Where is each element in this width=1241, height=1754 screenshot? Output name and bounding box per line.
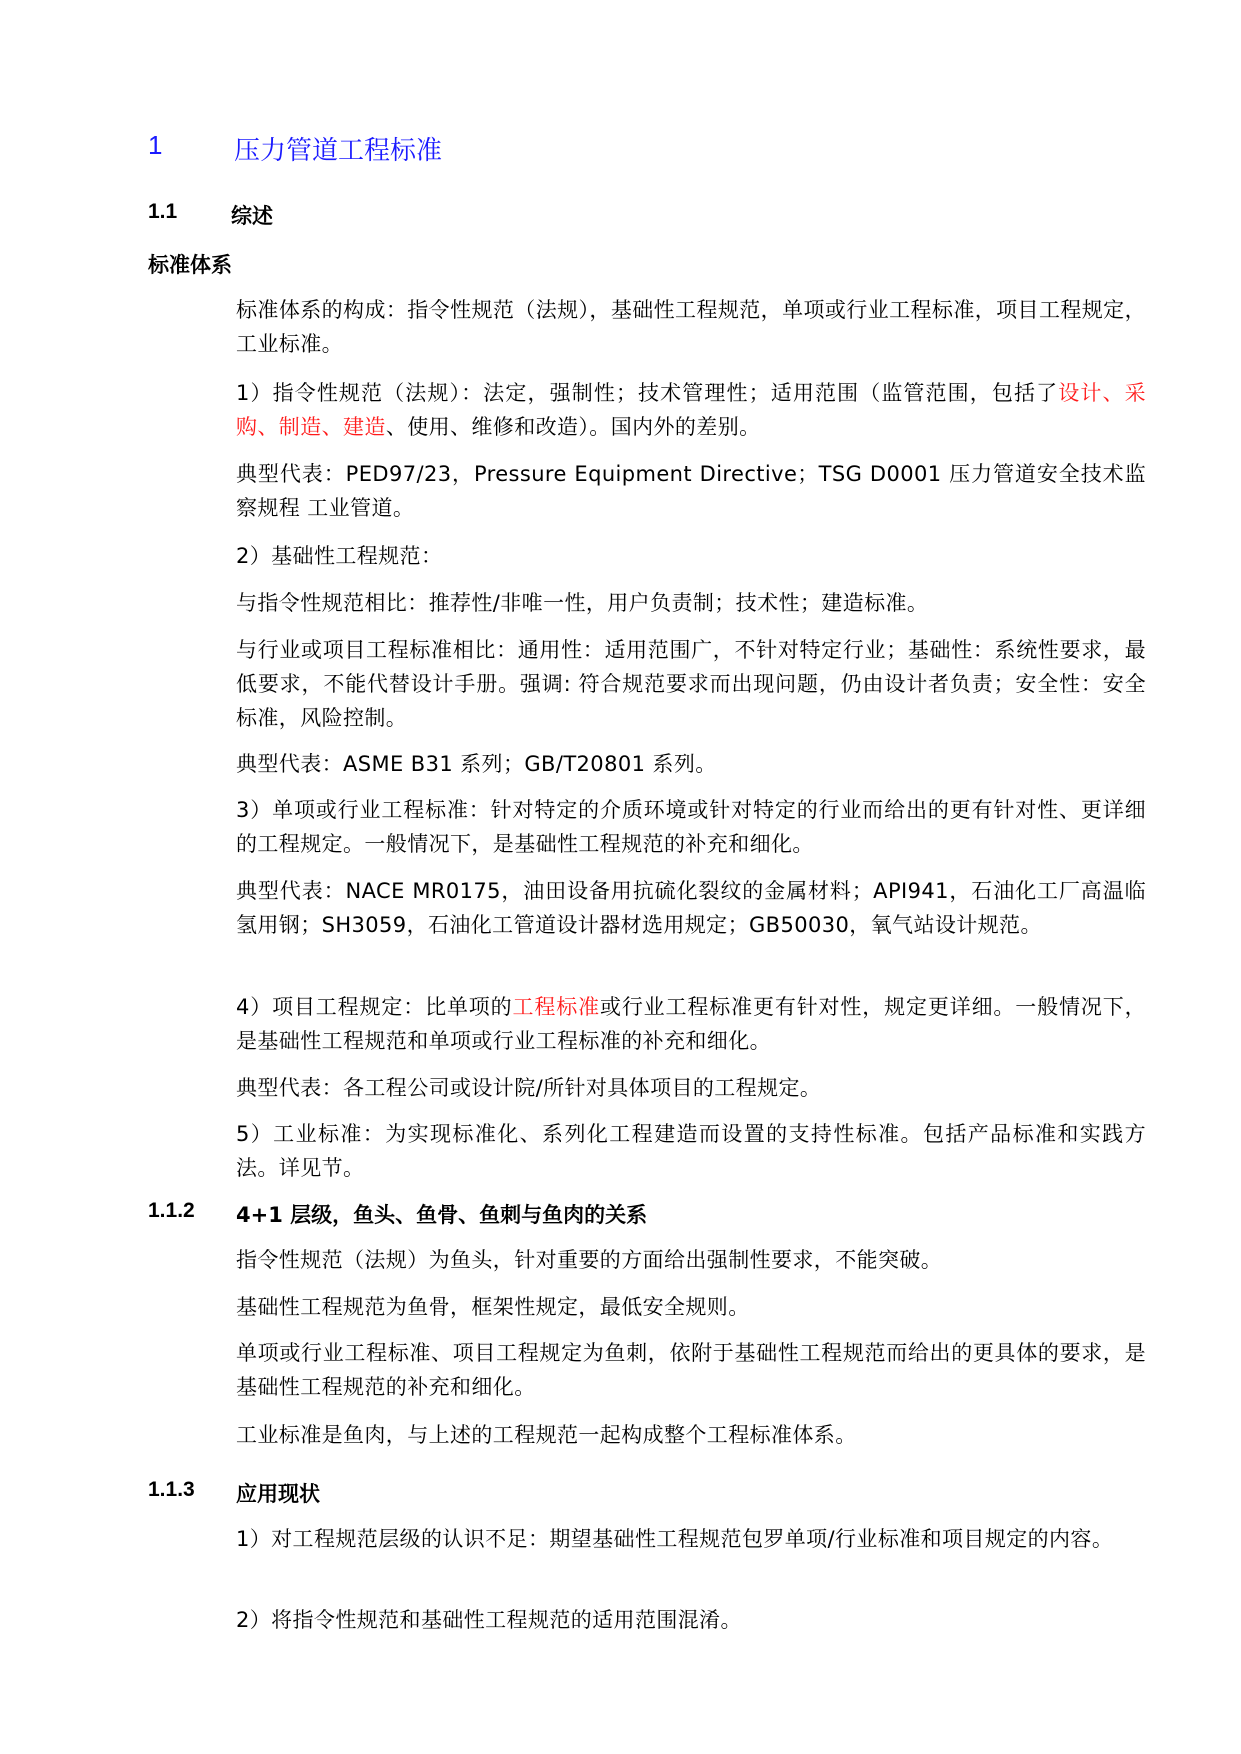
- paragraph-basic-examples: 典型代表：ASME B31 系列；GB/T20801 系列。: [236, 752, 717, 776]
- paragraph-fish-spine: 单项或行业工程标准、项目工程规定为鱼刺，依附于基础性工程规范而给出的更具体的要求，是基础性工程规范的补充和细化。: [236, 1341, 1146, 1399]
- paragraph-project-examples: 典型代表：各工程公司或设计院/所针对具体项目的工程规定。: [236, 1076, 822, 1100]
- paragraph-directive-examples: 典型代表：PED97/23，Pressure Equipment Directive；TSG D0001 压力管道安全技术监察规程 工业管道。: [236, 462, 1146, 520]
- heading-1-1-number: 1.1: [148, 200, 178, 223]
- subheading-standard-system: 标准体系: [148, 253, 232, 277]
- paragraph-status-2: 2）将指令性规范和基础性工程规范的适用范围混淆。: [236, 1608, 742, 1632]
- paragraph-industry-examples: 典型代表：NACE MR0175，油田设备用抗硫化裂纹的金属材料；API941，石油化工厂高温临氢用钢；SH3059，石油化工管道设计器材选用规定；GB50030，氧气站设计规范。: [236, 879, 1146, 937]
- paragraph-fish-head: 指令性规范（法规）为鱼头，针对重要的方面给出强制性要求，不能突破。: [236, 1248, 943, 1272]
- paragraph-project-spec-tail: 或行业工程标准更有针对性，规定更详细。一般情况下，是基础性工程规范和单项或行业工程标准的补充和细化。: [236, 995, 1146, 1053]
- heading-1-number: 1: [148, 130, 163, 160]
- paragraph-project-spec-text: 4）项目工程规定：比单项的: [236, 995, 513, 1019]
- heading-1: [148, 130, 442, 167]
- paragraph-project-spec: [236, 990, 1146, 1058]
- paragraph-directive: [236, 376, 1146, 444]
- heading-1-title: 压力管道工程标准: [234, 136, 443, 166]
- heading-1-1-title: 综述: [231, 204, 273, 228]
- heading-1-1-2: [148, 1199, 647, 1229]
- heading-1-1-3-title: 应用现状: [236, 1482, 320, 1506]
- paragraph-directive-tail: 、使用、维修和改造）。国内外的差别。: [385, 415, 761, 439]
- heading-1-1-2-number: 1.1.2: [148, 1199, 195, 1222]
- heading-1-1: [148, 200, 273, 230]
- paragraph-fish-bone: 基础性工程规范为鱼骨，框架性规定，最低安全规则。: [236, 1295, 750, 1319]
- highlight-engineering-standard: 工程标准: [512, 995, 600, 1019]
- paragraph-vs-industry: 与行业或项目工程标准相比：通用性：适用范围广，不针对特定行业；基础性：系统性要求，最低要求，不能代替设计手册。强调: 符合规范要求而出现问题，仍由设计者负责；安全性：安全标准，风险控制。: [236, 638, 1146, 730]
- paragraph-fish-meat: 工业标准是鱼肉，与上述的工程规范一起构成整个工程标准体系。: [236, 1423, 857, 1447]
- paragraph-status-1: 1）对工程规范层级的认识不足：期望基础性工程规范包罗单项/行业标准和项目规定的内容。: [236, 1527, 1114, 1551]
- heading-1-1-3-number: 1.1.3: [148, 1478, 195, 1501]
- paragraph-industry-standard: 3）单项或行业工程标准：针对特定的介质环境或针对特定的行业而给出的更有针对性、更详细的工程规定。一般情况下，是基础性工程规范的补充和细化。: [236, 798, 1146, 856]
- paragraph-composition: 标准体系的构成：指令性规范（法规），基础性工程规范，单项或行业工程标准，项目工程规定，工业标准。: [236, 298, 1146, 356]
- paragraph-vs-directive: 与指令性规范相比：推荐性/非唯一性，用户负责制；技术性；建造标准。: [236, 591, 929, 615]
- paragraph-basic-code: 2）基础性工程规范：: [236, 544, 443, 568]
- paragraph-industrial-standard: 5）工业标准：为实现标准化、系列化工程建造而设置的支持性标准。包括产品标准和实践方法。详见节。: [236, 1122, 1146, 1180]
- heading-1-1-2-title: 4+1 层级，鱼头、鱼骨、鱼刺与鱼肉的关系: [236, 1203, 648, 1227]
- paragraph-directive-text: 1）指令性规范（法规）：法定，强制性；技术管理性；适用范围（监管范围，包括了: [236, 381, 1059, 405]
- heading-1-1-3: [148, 1478, 320, 1508]
- highlight-design-procurement: 设计、采购、制造、建造: [236, 381, 1146, 439]
